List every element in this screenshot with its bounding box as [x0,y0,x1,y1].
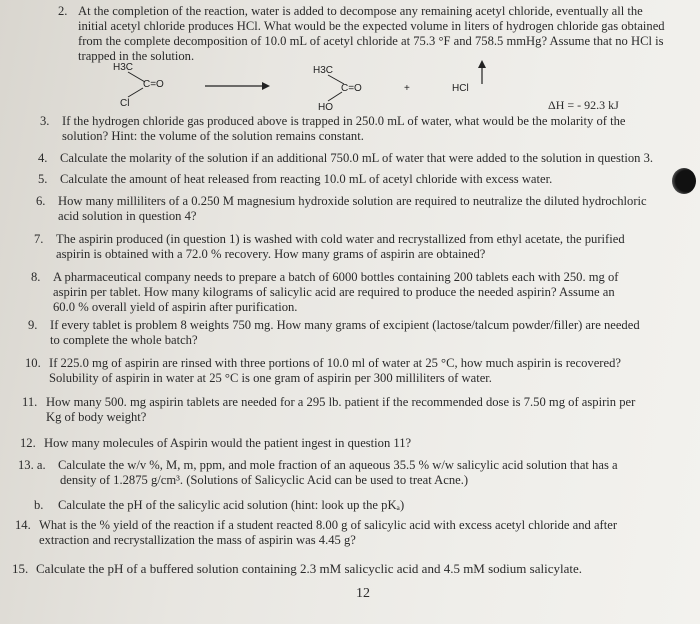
question-11 [22,395,692,425]
product-methyl-label: H3C [313,65,334,76]
question-5 [38,172,678,187]
question-number: 3. [40,114,50,128]
question-13b [34,498,674,513]
bond [128,88,143,97]
question-text: How many milliliters of a 0.250 M magnesium hydroxide solution are required to neutralize the diluted hydrochloric acid solution in question 4? [58,194,647,223]
plus-sign: + [404,83,410,94]
product-hydroxyl-label: HO [318,102,333,113]
question-text: If 225.0 mg of aspirin are rinsed with three portions of 10.0 ml of water at 25 °C, how much aspirin is recovered? Solubility of aspirin in water at 25 °C is one gram of aspirin per 300 milliliters of water. [49,356,621,385]
question-text: If the hydrogen chloride gas produced above is trapped in 250.0 mL of water, what would be the molarity of the solution? Hint: the volume of the solution remains constant. [62,114,626,143]
question-number: 13. a. [18,458,46,472]
question-text: The aspirin produced (in question 1) is washed with cold water and recrystallized from ethyl acetate, the purified aspirin is obtained with a 72.0 % recovery. How many grams of aspirin are obtained? [56,232,625,261]
delta-h: ΔH = - 92.3 kJ [548,98,619,112]
question-number: 14. [15,518,31,532]
question-7 [34,232,674,262]
question-text: How many 500. mg aspirin tablets are needed for a 295 lb. patient if the recommended dose is 7.50 mg of aspirin per Kg of body weight? [46,395,636,424]
question-number: 9. [28,318,38,332]
question-text: What is the % yield of the reaction if a student reacted 8.00 g of salicylic acid with excess acetyl chloride and after extraction and recrystallization the mass of aspirin was 4.45 g? [39,518,618,547]
question-text: How many molecules of Aspirin would the patient ingest in question 11? [44,436,412,450]
binder-hole [672,168,696,194]
question-text: Calculate the pH of the salicylic acid solution (hint: look up the pKₐ) [58,498,405,512]
question-12 [20,436,680,451]
question-number: 12. [20,436,36,450]
question-text: If every tablet is problem 8 weights 750 mg. How many grams of excipient (lactose/talcum powder/filler) are needed to complete the whole batch? [50,318,640,347]
bond [328,92,342,101]
hcl-label: HCl [452,83,469,94]
question-text: Calculate the molarity of the solution if an additional 750.0 mL of water that were added to the solution in question 3. [60,151,654,165]
question-text: A pharmaceutical company needs to prepare a batch of 6000 bottles containing 200 tablets each with 250. mg of aspirin per tablet. How many kilograms of salicylic acid are required to produce the needed aspirin? Assume an 60.0 % overall yield of aspirin after purification. [53,270,619,314]
gas-arrow-head [478,60,486,68]
arrow-head [262,82,270,90]
reactant-chlorine-label: Cl [120,98,130,109]
question-number: b. [34,498,44,512]
question-6 [36,194,676,224]
question-number: 4. [38,151,48,165]
reactant-carbonyl-label: C=O [143,79,164,90]
question-number: 11. [22,395,38,409]
question-number: 7. [34,232,44,246]
question-3 [40,114,680,144]
question-number: 5. [38,172,48,186]
question-number: 6. [36,194,46,208]
page-number: 12 [356,586,370,601]
question-text: Calculate the amount of heat released from reacting 10.0 mL of acetyl chloride with excess water. [60,172,553,186]
question-text: Calculate the pH of a buffered solution containing 2.3 mM salicyclic acid and 4.5 mM sodium salicylate. [36,561,582,576]
question-number: 15. [12,561,29,576]
question-text: Calculate the w/v %, M, m, ppm, and mole fraction of an aqueous 35.5 % w/w salicylic acid solution that has a density of 1.2875 g/cm³. (Solutions of Salicyclic Acid can be used to treat Acne.) [58,458,618,487]
question-text: At the completion of the reaction, water is added to decompose any remaining acetyl chloride, eventually all the initial acetyl chloride produces HCl. What would be the expected volume in liters of hydrogen chloride gas obtained from the complete decomposition of 10.0 mL of acetyl chloride at 75.3 °F and 758.5 mmHg? Assume that no HCl is trapped in the solution. [78,4,665,63]
question-number: 8. [31,270,41,284]
question-8 [31,270,676,315]
reactant-methyl-label: H3C [113,62,134,73]
question-15 [12,561,696,576]
question-14 [15,518,695,548]
question-number: 10. [25,356,41,370]
product-carbonyl-label: C=O [341,83,362,94]
question-10 [25,356,685,386]
question-13a [18,458,688,488]
question-number: 2. [58,4,68,18]
question-9 [28,318,688,348]
question-4 [38,151,688,166]
